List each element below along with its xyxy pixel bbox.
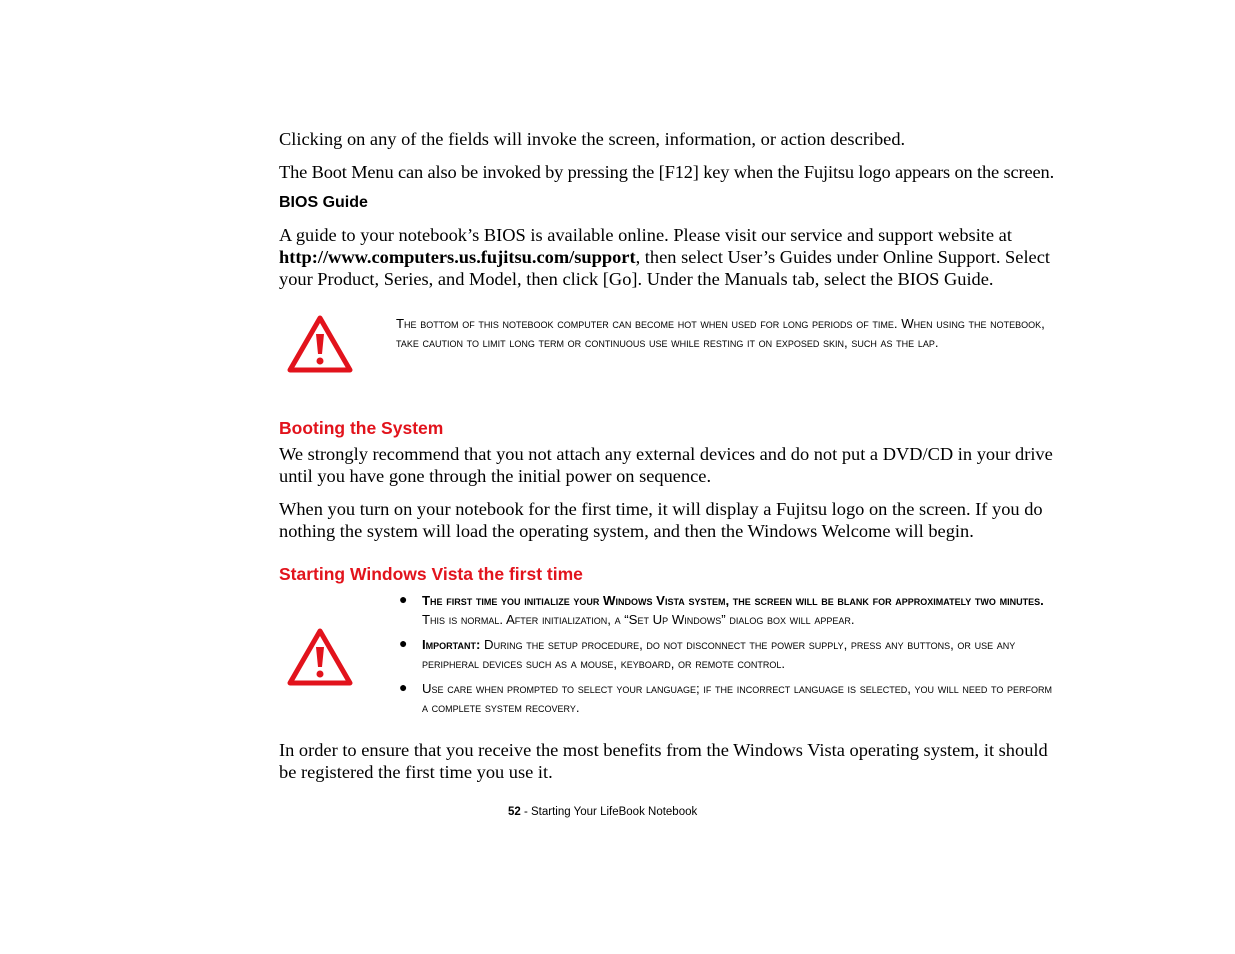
bullet-bold: The first time you initialize your Windows Vista system, the screen will be blank for approximately two minutes.: [422, 593, 1044, 608]
page-footer: [508, 806, 697, 818]
list-item: [396, 591, 1056, 629]
bullet-icon: ●: [399, 591, 408, 607]
document-page: [279, 124, 1064, 783]
paragraph-bios: [279, 224, 1064, 290]
caution-bullet-list: [396, 591, 1056, 723]
paragraph-boot-menu: The Boot Menu can also be invoked by pressing the [F12] key when the Fujitsu logo appears on the screen.: [279, 162, 1055, 182]
bullet-icon: ●: [399, 635, 408, 651]
bullet-bold: Important:: [422, 637, 481, 652]
warning-icon: [287, 627, 353, 687]
bullet-icon: ●: [399, 679, 408, 695]
heading-bios-guide: BIOS Guide: [279, 194, 368, 211]
support-url: http://www.computers.us.fujitsu.com/support: [279, 247, 636, 267]
footer-title: - Starting Your LifeBook Notebook: [520, 806, 698, 818]
bios-text-before: A guide to your notebook’s BIOS is available online. Please visit our service and support website at: [279, 225, 1012, 245]
bios-text-after: , then select User’s Guides under Online Support. Select your Product, Series, and Model, then click [Go]. Under the Manuals tab, select the BIOS Guide.: [279, 247, 1050, 289]
paragraph-first-time: When you turn on your notebook for the first time, it will display a Fujitsu logo on the screen. If you do nothing the system will load the operating system, and then the Windows Welcome will begin.: [279, 499, 1043, 541]
caution-vista: [279, 591, 1064, 731]
bullet-text: Use care when prompted to select your language; if the incorrect language is selected, you will need to perform a complete system recovery.: [422, 681, 1053, 715]
bullet-text: This is normal. After initialization, a “Set Up Windows” dialog box will appear.: [422, 612, 855, 627]
list-item: [396, 679, 1056, 717]
page-number: 52: [508, 806, 521, 818]
paragraph-recommend: We strongly recommend that you not attach any external devices and do not put a DVD/CD in your drive until you have gone through the initial power on sequence.: [279, 444, 1053, 486]
caution-text: The bottom of this notebook computer can become hot when used for long periods of time. When using the notebook, take caution to limit long term or continuous use while resting it on exposed skin, such as the lap.: [396, 316, 1045, 350]
caution-hot-surface: [279, 314, 1064, 404]
heading-starting-vista: Starting Windows Vista the first time: [279, 564, 583, 584]
bullet-text: During the setup procedure, do not disconnect the power supply, press any buttons, or use any peripheral devices such as a mouse, keyboard, or remote control.: [422, 637, 1016, 671]
heading-booting-system: Booting the System: [279, 418, 444, 438]
warning-icon: [287, 314, 353, 374]
paragraph-fields: Clicking on any of the fields will invoke the screen, information, or action described.: [279, 129, 906, 149]
paragraph-register: In order to ensure that you receive the most benefits from the Windows Vista operating system, it should be registered the first time you use it.: [279, 740, 1048, 782]
list-item: [396, 635, 1056, 673]
